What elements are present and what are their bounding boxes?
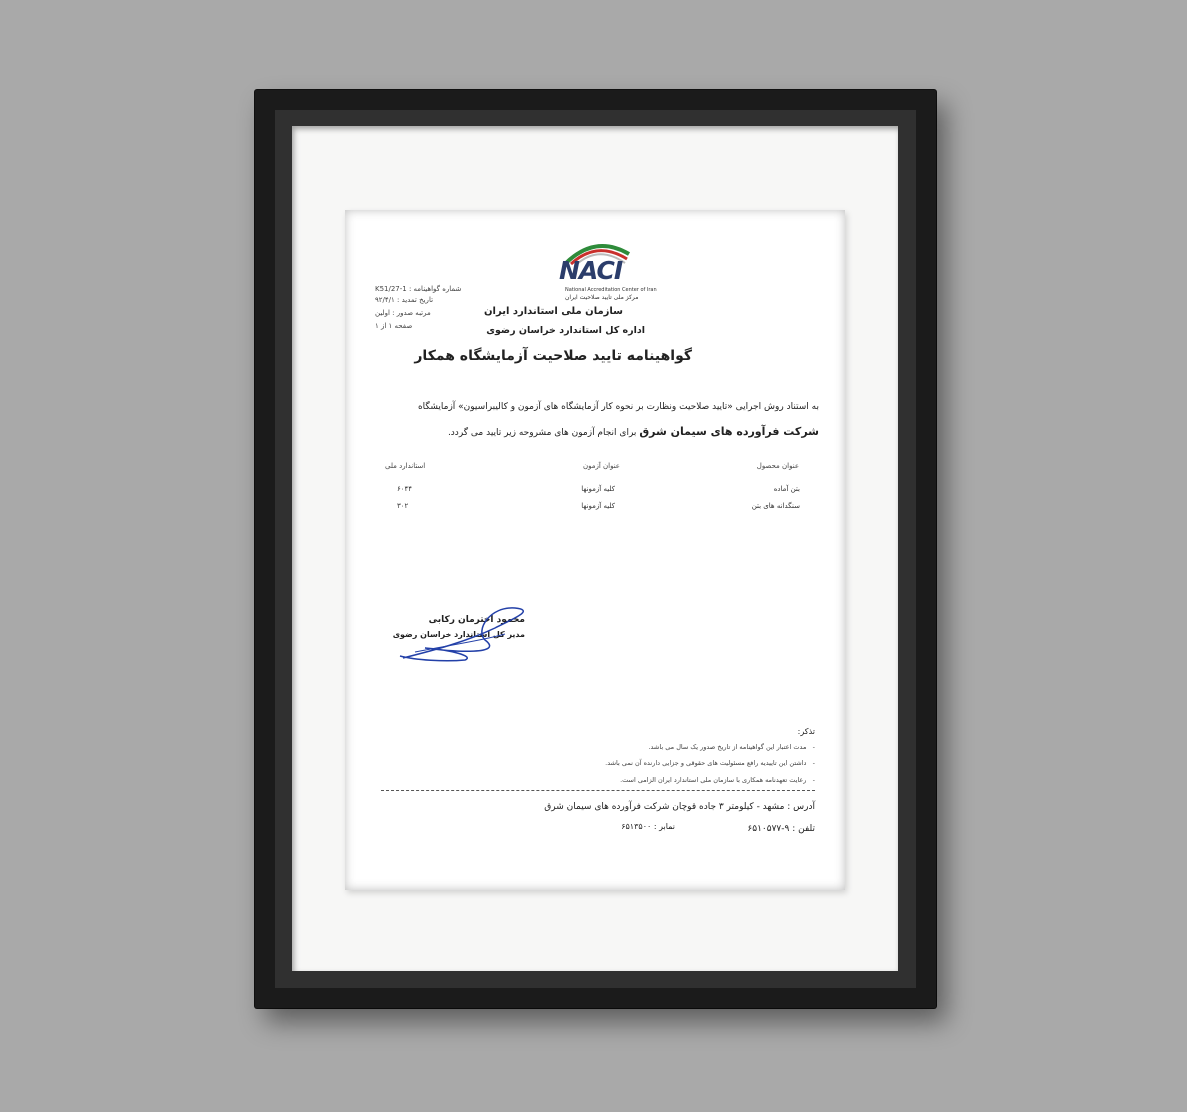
body-text-line1: به استناد روش اجرایی «تایید صلاحیت ونظارت بر نحوه کار آزمایشگاه های آزمون و کالیبراسیون» آزمایشگاه [417, 402, 819, 412]
table-header-test: عنوان آزمون [582, 462, 620, 470]
table-cell-test: کلیه آزمونها [581, 485, 615, 493]
note-item-text: داشتن این تاییدیه رافع مسئولیت های حقوقی و جزایی دارنده آن نمی باشد. [605, 759, 807, 767]
table-cell-standard: ۶۰۴۴ [397, 485, 413, 493]
note-item: - رعایت تعهدنامه همکاری با سازمان ملی استاندارد ایران الزامی است. [620, 776, 815, 784]
logo-subtitle-fa: مرکز ملی تایید صلاحیت ایران [565, 294, 639, 301]
signatory-title: مدیر کل استاندارد خراسان رضوی [392, 630, 525, 639]
table-cell-test: کلیه آزمونها [581, 502, 615, 510]
naci-logo [555, 230, 657, 315]
notes-heading: تذکر: [797, 727, 815, 736]
org-department: اداره کل استاندارد خراسان رضوی [486, 325, 645, 336]
certificate-document [345, 210, 845, 890]
body-text-rest: برای انجام آزمون های مشروحه زیر تایید می گردد. [447, 428, 640, 438]
table-cell-product: سنگدانه های بتن [751, 502, 800, 510]
handwritten-signature [392, 600, 545, 670]
logo-text: NACI [559, 256, 623, 285]
renewal-date: تاریخ تمدید : ۹۲/۴/۱ [375, 296, 434, 304]
page-number: صفحه ۱ از ۱ [375, 322, 413, 330]
footer-fax: نمابر : ۶۵۱۳۵۰۰ [621, 822, 675, 831]
body-text-line2 [448, 425, 819, 438]
note-item: - داشتن این تاییدیه رافع مسئولیت های حقوقی و جزایی دارنده آن نمی باشد. [605, 759, 815, 767]
table-header-product: عنوان محصول [756, 462, 799, 470]
table-header-standard: استاندارد ملی [385, 462, 426, 470]
company-name: شرکت فرآورده های سیمان شرق [639, 425, 819, 438]
certificate-title: گواهینامه تایید صلاحیت آزمایشگاه همکار [414, 348, 692, 364]
org-name: سازمان ملی استاندارد ایران [484, 306, 623, 317]
note-item-text: مدت اعتبار این گواهینامه از تاریخ صدور یک سال می باشد. [648, 743, 807, 751]
footer-address: آدرس : مشهد - کیلومتر ۳ جاده قوچان شرکت فرآورده های سیمان شرق [544, 802, 815, 812]
table-cell-standard: ۳۰۲ [397, 502, 409, 510]
note-item: - مدت اعتبار این گواهینامه از تاریخ صدور یک سال می باشد. [648, 743, 815, 751]
logo-subtitle-en: National Accreditation Center of Iran [565, 287, 657, 293]
note-item-text: رعایت تعهدنامه همکاری با سازمان ملی استاندارد ایران الزامی است. [620, 776, 807, 784]
footer-divider [381, 790, 815, 791]
certificate-number: شماره گواهینامه : K51/27-1 [375, 285, 462, 293]
signatory-name: محمود اخترمان رکابی [428, 615, 525, 625]
issue-rank: مرتبه صدور : اولین [375, 309, 431, 317]
footer-phone: تلفن : ۹-۶۵۱۰۵۷۷ [747, 824, 815, 834]
table-cell-product: بتن آماده [773, 485, 800, 493]
